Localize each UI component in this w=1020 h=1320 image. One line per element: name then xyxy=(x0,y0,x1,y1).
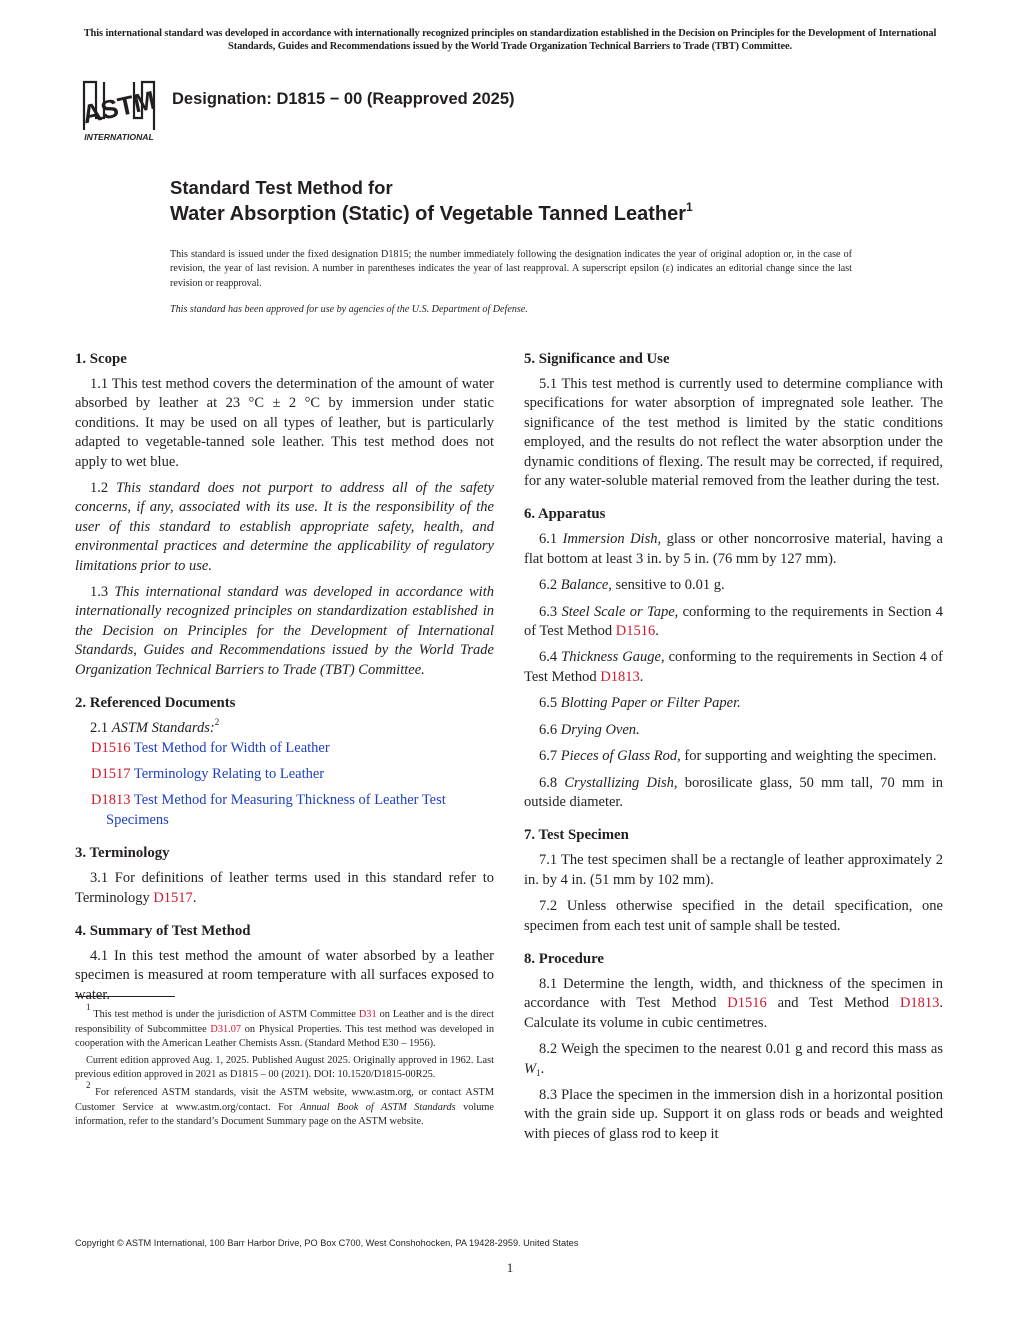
paragraph: 7.2 Unless otherwise specified in the detail specification, one specimen from each test unit of sample shall be tested. xyxy=(524,898,943,934)
reference-item xyxy=(75,791,494,830)
footnote-2 xyxy=(75,1079,495,1130)
footnote-text: volume information, refer to the standard’s Document Summary page on the ASTM website. xyxy=(75,1101,494,1128)
footnote-1 xyxy=(75,1002,495,1052)
right-column xyxy=(524,349,943,1151)
copyright: Copyright © ASTM International, 100 Barr Harbor Drive, PO Box C700, West Conshohocken, PA 19428-2959. United States xyxy=(75,1238,579,1248)
section-significance xyxy=(524,349,943,491)
section-heading: 3. Terminology xyxy=(75,845,170,862)
paragraph-number: 2.1 xyxy=(90,720,109,737)
paragraph xyxy=(524,975,943,1033)
section-scope xyxy=(75,349,494,680)
footnotes xyxy=(75,1002,495,1132)
footnote-text: on Leather and is the direct responsibility of Subcommittee xyxy=(75,1009,495,1035)
paragraph-text: 8.1 Determine the length, width, and thickness of the specimen in accordance with Test Method xyxy=(524,975,943,1012)
apparatus-term: Thickness Gauge, xyxy=(561,649,665,666)
paragraph-text: glass or other noncorrosive material, having a flat bottom at least 3 in. by 5 in. (76 mm by 127 mm). xyxy=(524,531,943,567)
paragraph: 5.1 This test method is currently used to determine compliance with specifications for water absorption of impregnated sole leather. The significance of the test method is limited by the static conditions employed, and the results do not reflect the water absorption under the dynamic conditions of flexing. The result may be corrected, if required, for any water-soluble material removed from the leather during the test. xyxy=(524,376,943,490)
subcommittee-link[interactable]: D31.07 xyxy=(210,1023,242,1035)
reference-code-link[interactable]: D1516 xyxy=(91,739,131,756)
section-test-specimen xyxy=(524,825,943,936)
terminology-link[interactable]: D1517 xyxy=(153,889,193,906)
paragraph-text: conforming to the requirements in Section 4 of Test Method xyxy=(524,603,944,640)
designation: Designation: D1815 − 00 (Reapproved 2025) xyxy=(172,90,515,108)
dod-note: This standard has been approved for use by agencies of the U.S. Department of Defense. xyxy=(170,304,528,315)
apparatus-item xyxy=(524,648,943,687)
apparatus-term: Blotting Paper or Filter Paper. xyxy=(560,695,741,712)
paragraph-end: . xyxy=(192,889,197,906)
document-title xyxy=(170,175,693,227)
footnote-mark: 1 xyxy=(86,1002,91,1012)
test-method-link[interactable]: D1516 xyxy=(615,623,656,640)
footnote-1-edition: Current edition approved Aug. 1, 2025. Published August 2025. Originally approved in 1962. Last previous edition approved in 2021 as D1815 – 00 (2021). DOI: 10.1520/D1815-00R25. xyxy=(75,1054,494,1081)
footnote-mark: 2 xyxy=(214,717,220,728)
paragraph: 7.1 The test specimen shall be a rectangle of leather approximately 2 in. by 4 in. (51 mm by 102 mm). xyxy=(524,852,943,888)
footnote-text: This test method is under the jurisdiction of ASTM Committee xyxy=(93,1009,356,1020)
paragraph-number: 6.2 xyxy=(539,577,558,594)
test-method-link[interactable]: D1516 xyxy=(727,995,767,1012)
paragraph-number: 6.5 xyxy=(539,695,558,712)
footnote-mark: 2 xyxy=(86,1079,91,1090)
paragraph xyxy=(75,479,494,576)
apparatus-term: Balance, xyxy=(560,577,612,594)
paragraph-number: 6.8 xyxy=(539,774,558,791)
paragraph-text: sensitive to 0.01 g. xyxy=(615,577,725,594)
section-heading: 8. Procedure xyxy=(524,950,604,967)
footnote-text: For referenced ASTM standards, visit the ASTM website, www.astm.org, or contact ASTM Customer Service at www.astm.org/contact. For xyxy=(75,1086,495,1113)
section-summary xyxy=(75,921,494,1005)
apparatus-item xyxy=(524,530,943,569)
logo-letters: ASTM xyxy=(79,84,158,130)
reference-title-link[interactable]: Test Method for Width of Leather xyxy=(133,739,330,756)
apparatus-item xyxy=(524,721,943,740)
title-line-2-text: Water Absorption (Static) of Vegetable Tanned Leather xyxy=(170,203,686,225)
paragraph-text: . Calculate its volume in cubic centimetres. xyxy=(524,995,944,1031)
apparatus-item xyxy=(524,694,943,713)
paragraph-end: . xyxy=(639,668,644,685)
variable: W xyxy=(524,1060,537,1077)
paragraph: 4.1 In this test method the amount of water absorbed by a leather specimen is measured at room temperature with all surfaces exposed to water. xyxy=(75,947,494,1003)
section-heading: 6. Apparatus xyxy=(524,506,606,523)
apparatus-term: Pieces of Glass Rod, xyxy=(560,748,681,765)
paragraph-number: 6.7 xyxy=(539,748,558,765)
paragraph: 8.3 Place the specimen in the immersion dish in a horizontal position with the grain side up. Support it on glass rods or beads and weighted with pieces of glass rod to keep it xyxy=(524,1086,943,1142)
variable-subscript: 1 xyxy=(536,1067,541,1078)
paragraph-text: borosilicate glass, 50 mm tall, 70 mm in outside diameter. xyxy=(524,774,944,810)
paragraph xyxy=(524,1040,943,1079)
reference-code-link[interactable]: D1813 xyxy=(91,792,131,809)
test-method-link[interactable]: D1813 xyxy=(600,668,640,685)
paragraph-number: 6.1 xyxy=(539,531,558,548)
section-heading: 7. Test Specimen xyxy=(524,827,629,844)
apparatus-item xyxy=(524,774,943,813)
apparatus-item xyxy=(524,747,943,766)
apparatus-item xyxy=(524,603,943,642)
paragraph-number: 6.3 xyxy=(539,603,558,620)
page-number: 1 xyxy=(506,1260,514,1275)
title-line-1: Standard Test Method for xyxy=(170,177,393,198)
paragraph-text: ASTM Standards: xyxy=(111,720,215,737)
paragraph-number: 1.2 xyxy=(90,480,109,497)
apparatus-term: Crystallizing Dish, xyxy=(564,774,678,791)
test-method-link[interactable]: D1813 xyxy=(899,995,940,1012)
footnote-text: Annual Book of ASTM Standards xyxy=(299,1101,456,1113)
paragraph-number: 6.6 xyxy=(539,721,558,738)
paragraph-number: 6.4 xyxy=(539,649,558,666)
reference-code-link[interactable]: D1517 xyxy=(91,765,131,782)
section-terminology xyxy=(75,843,494,908)
astm-logo xyxy=(74,72,164,142)
paragraph xyxy=(75,869,494,908)
apparatus-term: Drying Oven. xyxy=(560,721,640,738)
apparatus-item xyxy=(524,576,943,595)
title-footnote-mark: 1 xyxy=(686,200,693,214)
section-heading: 5. Significance and Use xyxy=(524,351,670,367)
section-heading: 4. Summary of Test Method xyxy=(75,922,251,939)
paragraph-number: 1.3 xyxy=(90,584,109,601)
paragraph-text: conforming to the requirements in Section 4 of Test Method xyxy=(524,649,944,685)
reference-item xyxy=(75,765,494,784)
reference-title-link[interactable]: Terminology Relating to Leather xyxy=(133,765,325,782)
reference-item xyxy=(75,739,494,758)
section-heading: 2. Referenced Documents xyxy=(75,695,236,712)
footnote-text: on Physical Properties. This test method was developed in cooperation with the American Leather Chemists Assn. (Standard Method E30 – 1956). xyxy=(75,1023,494,1050)
left-column xyxy=(75,349,494,1012)
paragraph: 1.1 This test method covers the determination of the amount of water absorbed by leather at 23 °C ± 2 °C by immersion under static conditions. It may be used on all types of leather, but is particularly adapted to vegetable-tanned sole leather. This test method does not apply to wet blue. xyxy=(75,376,494,470)
paragraph-end: . xyxy=(540,1060,545,1077)
paragraph-text: and Test Method xyxy=(777,995,890,1012)
section-procedure xyxy=(524,949,943,1144)
paragraph-text: 8.2 Weigh the specimen to the nearest 0.01 g and record this mass as xyxy=(539,1041,943,1058)
logo-text: INTERNATIONAL xyxy=(84,132,154,142)
paragraph-text: This international standard was developed in accordance with internationally recognized principles on standardization established in the Decision on Principles for the Development of International Standards, Guides and Recommendations issued by the World Trade Organization Technical Barriers to Trade (TBT) Committee. xyxy=(75,584,494,678)
paragraph-end: . xyxy=(655,623,659,640)
reference-title-link[interactable]: Test Method for Measuring Thickness of Leather Test Specimens xyxy=(106,792,446,828)
section-heading: 1. Scope xyxy=(75,351,127,367)
paragraph-text: This standard does not purport to address all of the safety concerns, if any, associated with its use. It is the responsibility of the user of this standard to establish appropriate safety, health, and environmental practices and determine the applicability of regulatory limitations prior to use. xyxy=(75,480,494,574)
issue-note: This standard is issued under the fixed designation D1815; the number immediately following the designation indicates the year of original adoption or, in the case of revision, the year of last revision. A number in parentheses indicates the year of last reapproval. A superscript epsilon (ε) indicates an editorial change since the last revision or reapproval. xyxy=(170,249,852,289)
committee-link[interactable]: D31 xyxy=(358,1009,377,1020)
section-referenced-documents xyxy=(75,693,494,830)
paragraph-text: for supporting and weighting the specimen. xyxy=(684,748,937,765)
footnote-divider xyxy=(75,996,175,997)
top-notice: This international standard was developed in accordance with internationally recognized principles on standardization established in the Decision on Principles for the Development of International Standards, Guides and Recommendations issued by the World Trade Organization Technical Barriers to Trade (TBT) Committee. xyxy=(83,28,937,52)
paragraph-text: 3.1 For definitions of leather terms used in this standard refer to Terminology xyxy=(75,870,494,906)
section-apparatus xyxy=(524,504,943,812)
paragraph xyxy=(75,719,494,738)
apparatus-term: Steel Scale or Tape, xyxy=(561,603,679,620)
paragraph xyxy=(75,583,494,680)
title-line-2 xyxy=(170,201,693,227)
apparatus-term: Immersion Dish, xyxy=(562,531,662,548)
